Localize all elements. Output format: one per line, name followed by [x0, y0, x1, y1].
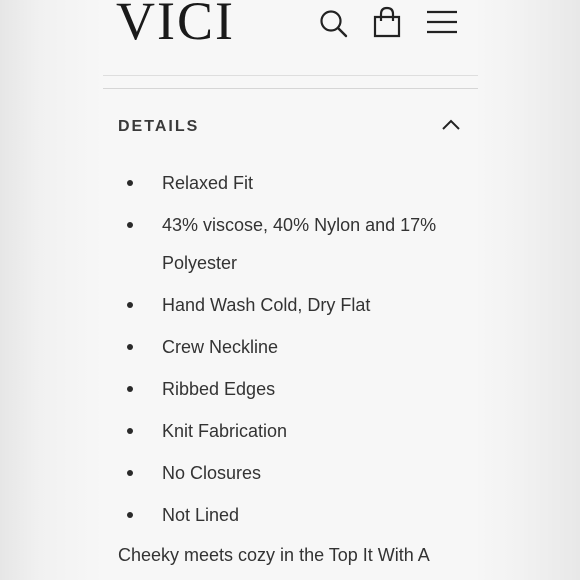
product-description: Cheeky meets cozy in the Top It With A — [118, 545, 430, 565]
search-icon — [316, 6, 350, 40]
bullet — [127, 180, 133, 186]
detail-item — [118, 454, 468, 492]
bullet — [127, 302, 133, 308]
detail-item — [118, 412, 468, 450]
detail-item — [118, 164, 468, 202]
section-divider — [103, 88, 478, 89]
bullet — [127, 512, 133, 518]
header-divider — [103, 75, 478, 76]
header-actions — [316, 6, 461, 40]
details-accordion-toggle[interactable] — [118, 106, 468, 150]
bullet — [127, 470, 133, 476]
details-title: DETAILS — [118, 118, 200, 135]
detail-item — [118, 370, 468, 408]
detail-text: 43% viscose, 40% Nylon and 17% Polyester — [162, 215, 437, 273]
bullet — [127, 428, 133, 434]
bullet — [127, 344, 133, 350]
shopping-bag-icon — [370, 6, 404, 40]
search-button[interactable] — [316, 6, 350, 40]
detail-text: Not Lined — [162, 505, 240, 525]
detail-item — [118, 206, 468, 282]
detail-text: Ribbed Edges — [162, 379, 276, 399]
menu-button[interactable] — [425, 6, 459, 40]
detail-text: Knit Fabrication — [162, 421, 288, 441]
shopping-bag-button[interactable] — [370, 6, 404, 40]
details-list — [118, 164, 468, 538]
detail-item — [118, 496, 468, 534]
detail-item — [118, 286, 468, 324]
menu-icon — [425, 6, 459, 40]
detail-item — [118, 328, 468, 366]
detail-text: No Closures — [162, 463, 262, 483]
detail-text: Crew Neckline — [162, 337, 279, 357]
chevron-up-icon[interactable] — [440, 114, 462, 136]
detail-text: Hand Wash Cold, Dry Flat — [162, 295, 371, 315]
detail-text: Relaxed Fit — [162, 173, 254, 193]
brand-logo[interactable]: VICI — [116, 0, 235, 51]
bullet — [127, 386, 133, 392]
bullet — [127, 222, 133, 228]
